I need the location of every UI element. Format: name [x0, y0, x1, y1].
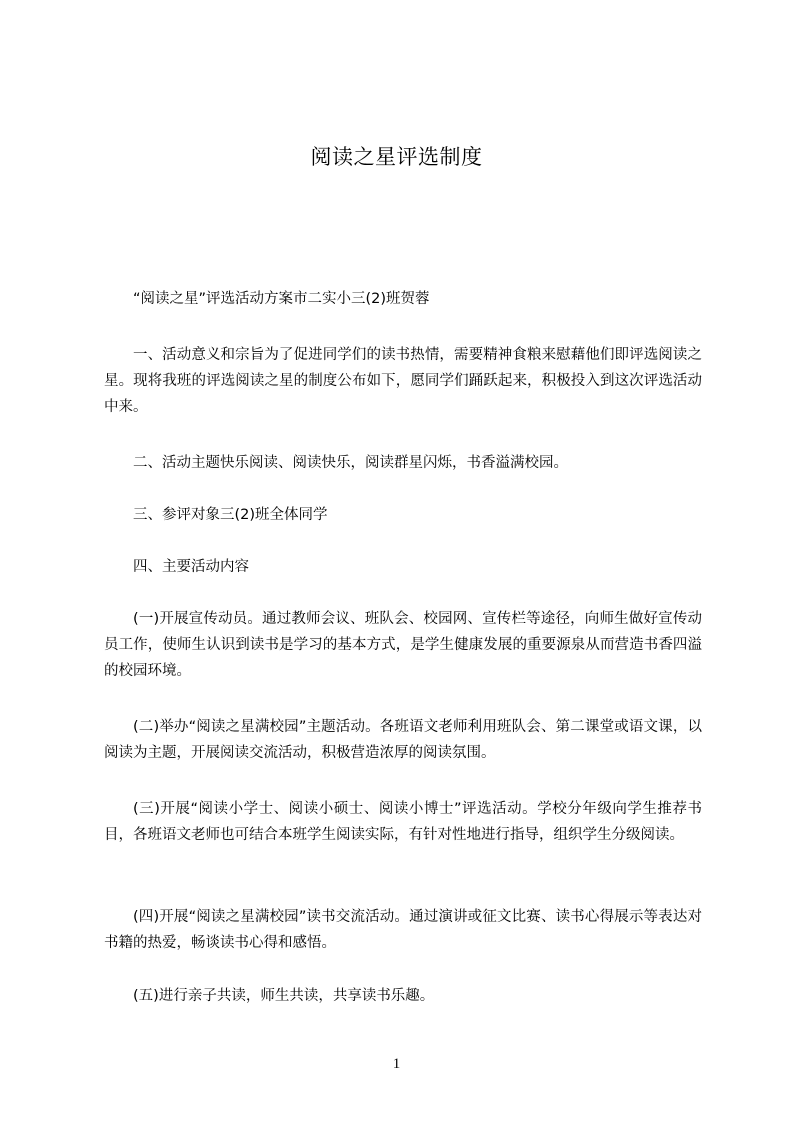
paragraph-section-3: 三、参评对象三(2)班全体同学 — [133, 507, 328, 523]
paragraph-section-2: 二、活动主题快乐阅读、阅读快乐，阅读群星闪烁，书香溢满校园。 — [133, 455, 568, 471]
page-number: 1 — [392, 1056, 401, 1072]
paragraph-section-1: 一、活动意义和宗旨为了促进同学们的读书热情，需要精神食粮来慰藉他们即评选阅读之星。现将我班的评选阅读之星的制度公布如下，愿同学们踊跃起来，积极投入到这次评选活动中来。 — [104, 347, 702, 415]
paragraph-item-3: (三)开展“阅读小学士、阅读小硕士、阅读小博士”评选活动。学校分年级向学生推荐书目，各班语文老师也可结合本班学生阅读实际，有针对性地进行指导，组织学生分级阅读。 — [104, 801, 702, 843]
paragraph-item-1: (一)开展宣传动员。通过教师会议、班队会、校园网、宣传栏等途径，向师生做好宣传动员工作，使师生认识到读书是学习的基本方式，是学生健康发展的重要源泉从而营造书香四溢的校园环境。 — [104, 611, 702, 679]
paragraph-item-5: (五)进行亲子共读，师生共读，共享读书乐趣。 — [133, 988, 435, 1004]
paragraph-item-4: (四)开展“阅读之星满校园”读书交流活动。通过演讲或征文比赛、读书心得展示等表达对书籍的热爱，畅谈读书心得和感悟。 — [104, 909, 702, 951]
paragraph-item-2: (二)举办“阅读之星满校园”主题活动。各班语文老师利用班队会、第二课堂或语文课，以阅读为主题，开展阅读交流活动，积极营造浓厚的阅读氛围。 — [104, 719, 702, 761]
paragraph-heading-line: “阅读之星”评选活动方案市二实小三(2)班贺蓉 — [133, 291, 430, 307]
paragraph-section-4: 四、主要活动内容 — [133, 559, 249, 575]
document-title: 阅读之星评选制度 — [310, 145, 483, 169]
